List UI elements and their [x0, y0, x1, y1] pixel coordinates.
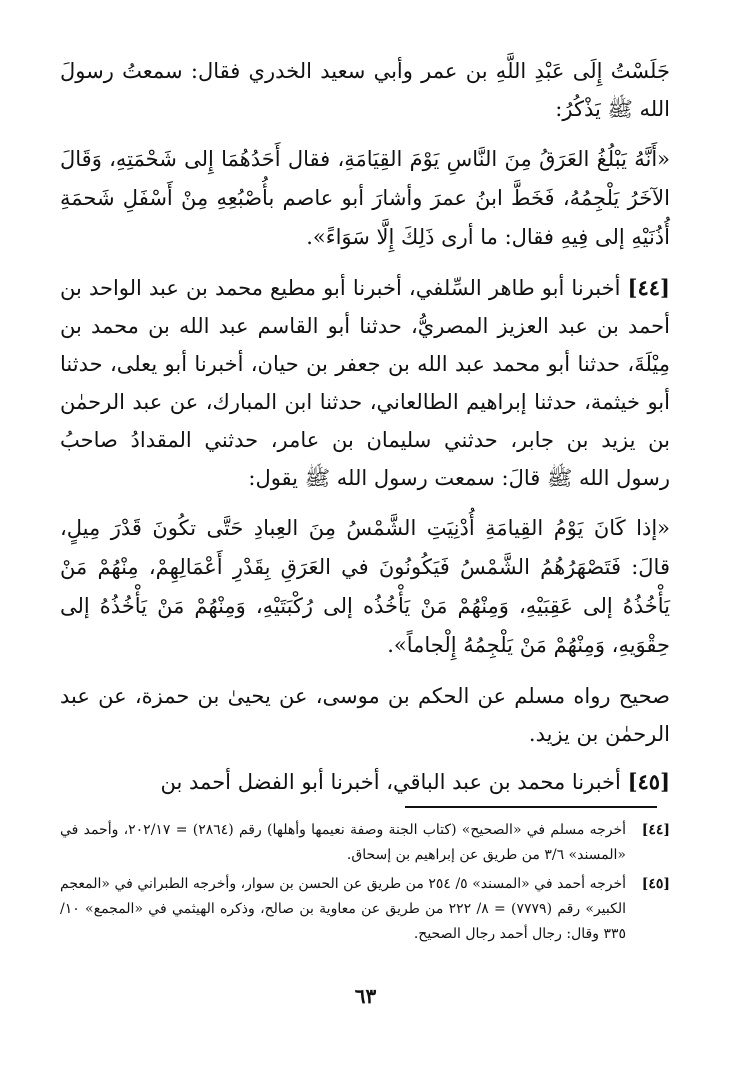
footnotes [60, 818, 670, 951]
hadith-text: «أَنَّهُ يَبْلُغُ العَرَقُ مِنَ النَّاسِ يَوْمَ القِيَامَةِ، فقال أَحَدُهُمَا إِلى شَحْمَتِهِ، وَقَالَ الآخَرُ يَلْجِمُهُ، فَخَطَّ ابنُ عمرَ وأشارَ أبو عاصم بأُصْبُعِهِ مِنْ أَسْفَلِ شَحمَةِ أُذُنَيْهِ إلى فِيهِ فقال: ما أرى ذَلِكَ إِلَّا سَوَاءً». [60, 147, 670, 249]
isnad-paragraph-44 [60, 269, 670, 497]
footnote-text: أخرجه أحمد في «المسند» ٥/ ٢٥٤ من طريق عن الحسن بن سوار، وأخرجه الطبراني في «المعجم الكبير» رقم (٧٧٧٩) = ٨/ ٢٢٢ من طريق عن معاوية بن صالح، وذكره الهيثمي في «المجمع» ١٠/ ٣٣٥ وقال: رجال أحمد رجال الصحيح. [60, 876, 627, 942]
footnote [60, 818, 670, 868]
hadith-text: «إذا كَانَ يَوْمُ القِيامَةِ أُدْنِيَتِ الشَّمْسُ مِنَ العِبادِ حَتَّى تكُونَ قَدْرَ مِيلٍ، قالَ: فَتَصْهَرُهُمُ الشَّمْسُ فَيَكُونُونَ في العَرَقِ بِقَدْرِ أَعْمَالِهِمْ، مِنْهُمْ مَنْ يَأْخُذُهُ إلى عَقِبَيْهِ، وَمِنْهُمْ مَنْ يَأْخُذُه إلى رُكْبَتَيْهِ، وَمِنْهُمْ مَنْ يَأْخُذُهُ إلى حِقْوَيهِ، وَمِنْهُمْ مَنْ يَلْجِمُهُ إِلْجاماً». [60, 516, 670, 657]
hadith-number: [٤٤] [627, 275, 670, 300]
page-number: ٦٣ [354, 984, 377, 1008]
isnad-paragraph-45 [60, 763, 670, 801]
isnad-text: أخبرنا أبو طاهر السِّلفي، أخبرنا أبو مطيع محمد بن عبد الواحد بن أحمد بن عبد العزيز المصريُّ، حدثنا أبو القاسم عبد الله بن محمد بن مِيْلَةَ، حدثنا أبو محمد عبد الله بن جعفر بن حيان، أخبرنا أبو يعلى، حدثنا أبو خيثمة، حدثنا إبراهيم الطالعاني، حدثنا ابن المبارك، عن عبد الرحمٰن بن يزيد بن جابر، حدثني سليمان بن عامر، حدثني المقدادُ صاحبُ رسول الله ﷺ قالَ: سمعت رسول الله ﷺ يقول: [60, 276, 670, 490]
footnote-text: أخرجه مسلم في «الصحيح» (كتاب الجنة وصفة نعيمها وأهلها) رقم (٢٨٦٤) = ٢٠٢/١٧، وأحمد في «المسند» ٣/٦ من طريق عن إبراهيم بن إسحاق. [60, 822, 627, 863]
footnote-number: [٤٤] [641, 822, 670, 838]
grading-paragraph: صحيح رواه مسلم عن الحكم بن موسى، عن يحيىٰ بن حمزة، عن عبد الرحمٰن بن يزيد. [60, 684, 670, 746]
isnad-text: أخبرنا محمد بن عبد الباقي، أخبرنا أبو الفضل أحمد بن [160, 770, 621, 794]
narration-paragraph: جَلَسْتُ إِلَى عَبْدِ اللَّهِ بن عمر وأبي سعيد الخدري فقال: سمعتُ رسولَ الله ﷺ يَذْكُرُ: [60, 59, 670, 121]
footnote [60, 872, 670, 947]
hadith-number: [٤٥] [627, 769, 670, 794]
main-text [60, 52, 670, 813]
footnote-separator [405, 806, 657, 808]
footnote-number: [٤٥] [641, 876, 670, 892]
